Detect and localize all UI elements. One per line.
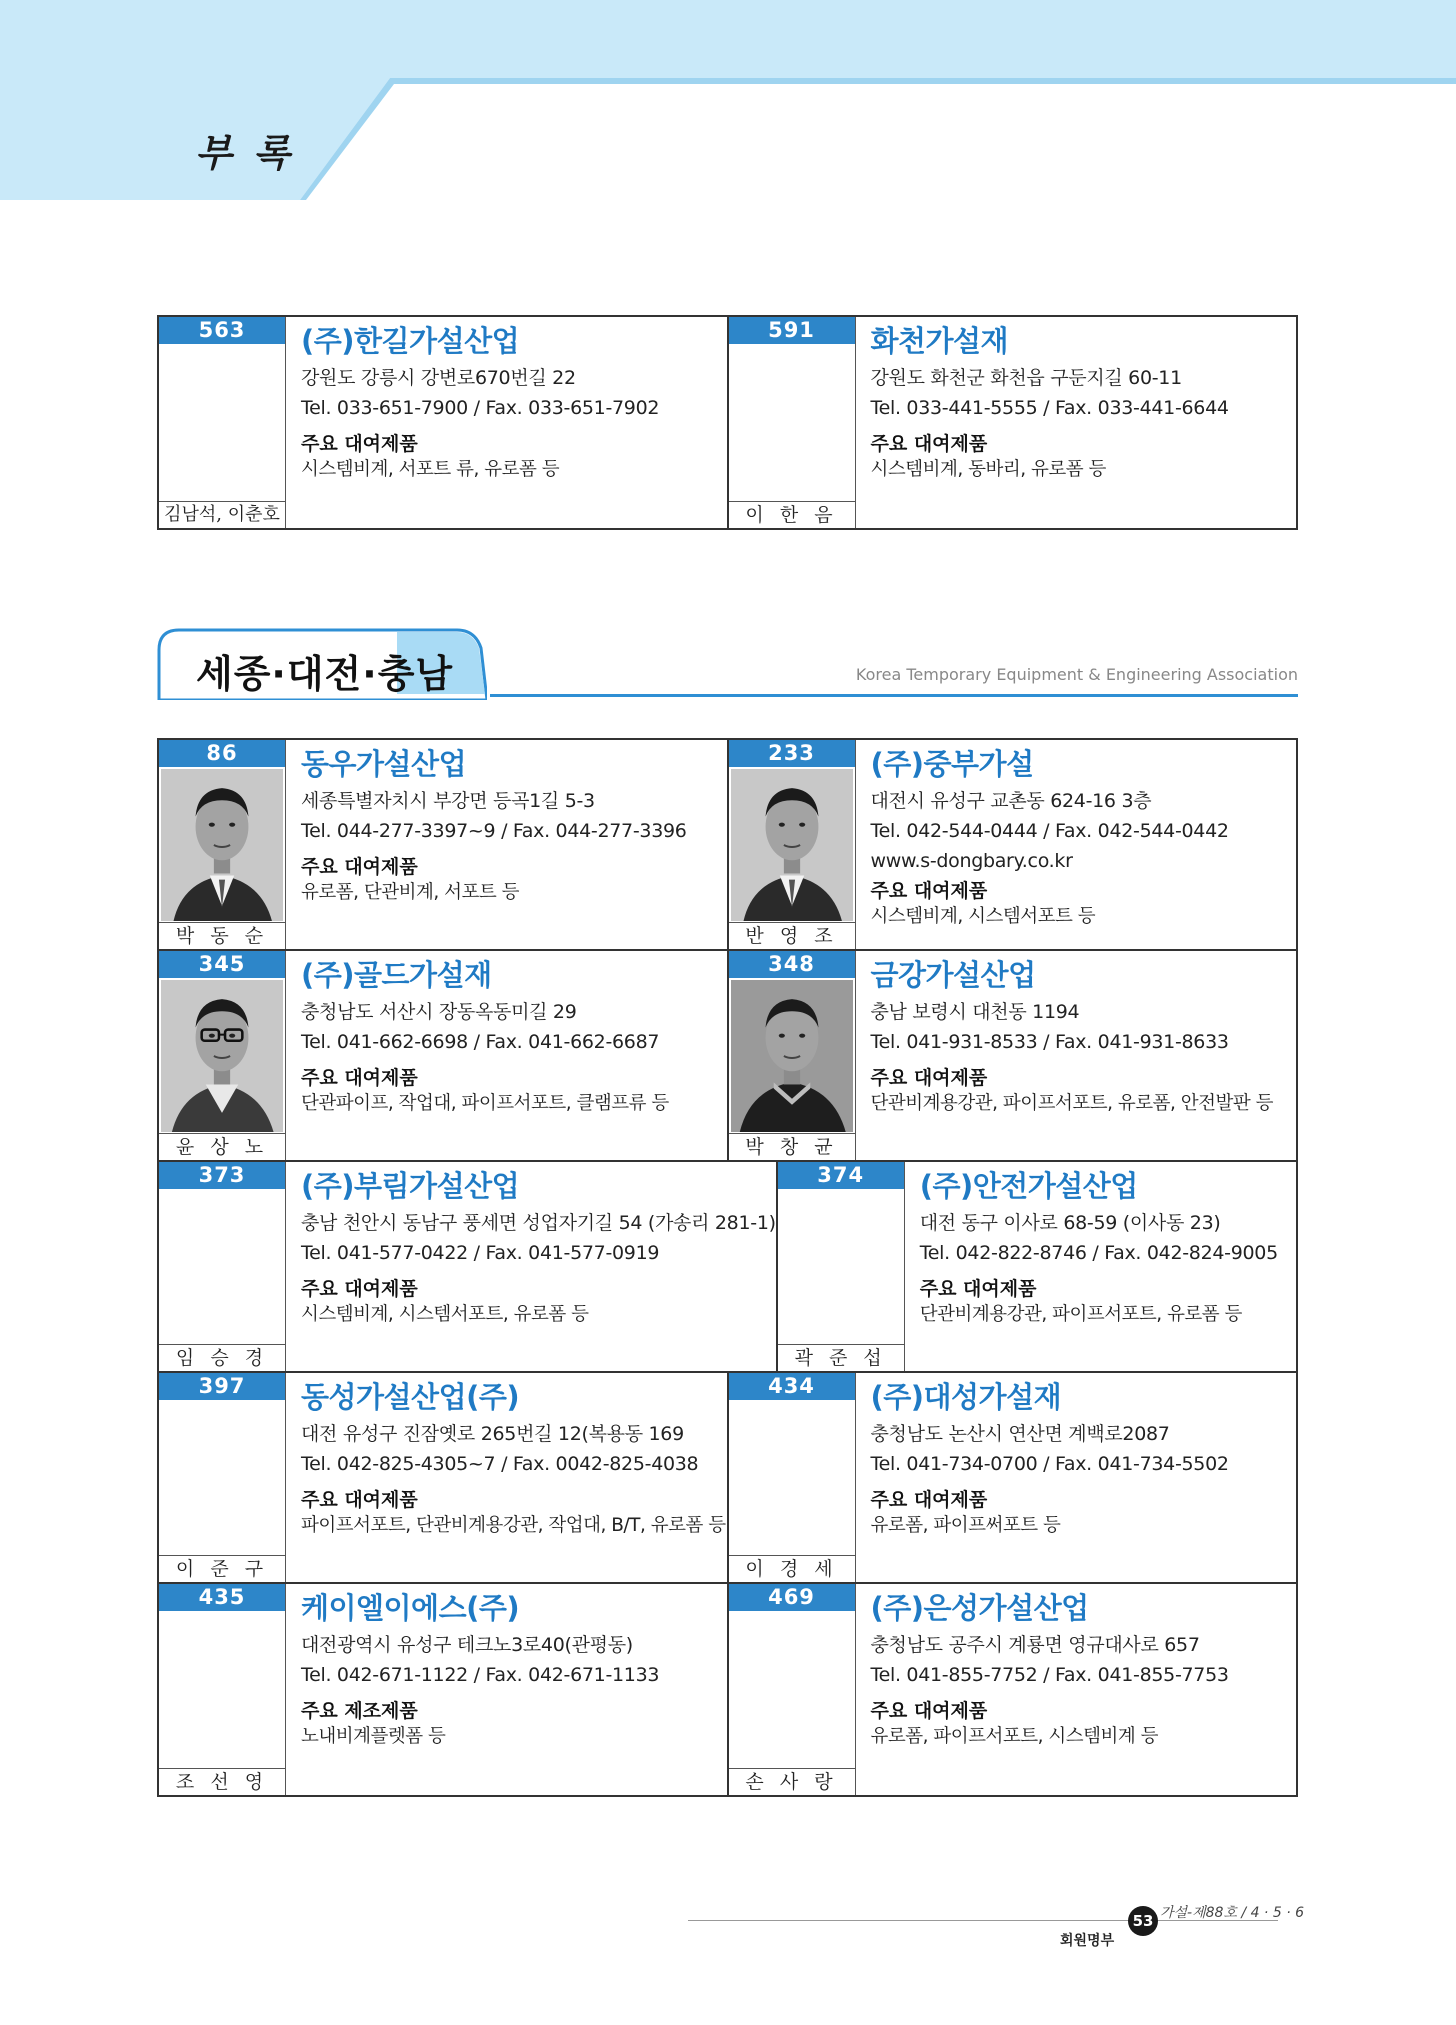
member-id-column xyxy=(159,1584,286,1795)
member-photo xyxy=(731,1613,853,1767)
products-title: 주요 대여제품 xyxy=(301,1067,418,1089)
member-row xyxy=(159,1584,1296,1795)
company-phone-fax: Tel. 042-822-8746 / Fax. 042-824-9005 xyxy=(919,1242,1278,1264)
member-number: 397 xyxy=(159,1373,285,1400)
member-photo xyxy=(161,1191,283,1343)
company-phone-fax: Tel. 044-277-3397~9 / Fax. 044-277-3396 xyxy=(301,820,687,842)
company-address: 충청남도 공주시 계룡면 영규대사로 657 xyxy=(870,1634,1200,1656)
company-name: (주)부림가설산업 xyxy=(301,1169,520,1203)
company-address: 대전 유성구 진잠옛로 265번길 12(복용동 169 xyxy=(301,1423,684,1445)
member-id-column xyxy=(159,317,286,528)
member-info xyxy=(856,1373,1297,1582)
company-name: (주)중부가설 xyxy=(870,747,1034,781)
member-number: 434 xyxy=(729,1373,855,1400)
company-phone-fax: Tel. 042-825-4305~7 / Fax. 0042-825-4038 xyxy=(301,1453,699,1475)
representative-name: 조 선 영 xyxy=(159,1768,285,1795)
member-id-column xyxy=(159,740,286,949)
representative-name: 김남석, 이춘호 xyxy=(159,501,285,528)
products-title: 주요 대여제품 xyxy=(870,1489,988,1511)
company-phone-fax: Tel. 042-671-1122 / Fax. 042-671-1133 xyxy=(301,1664,660,1686)
member-row xyxy=(159,317,1296,528)
company-address: 강원도 화천군 화천읍 구둔지길 60-11 xyxy=(870,367,1182,389)
products-title: 주요 대여제품 xyxy=(919,1278,1037,1300)
top-member-grid xyxy=(157,315,1298,530)
member-photo xyxy=(161,1613,283,1767)
company-phone-fax: Tel. 041-734-0700 / Fax. 041-734-5502 xyxy=(870,1453,1229,1475)
company-address: 충남 보령시 대천동 1194 xyxy=(870,1001,1080,1023)
representative-name: 박 동 순 xyxy=(159,922,285,949)
member-photo xyxy=(161,1402,283,1554)
member-card xyxy=(159,317,727,528)
company-phone-fax: Tel. 041-931-8533 / Fax. 041-931-8633 xyxy=(870,1031,1229,1053)
footer-section-label: 회원명부 xyxy=(1060,1933,1115,1949)
member-number: 563 xyxy=(159,317,285,344)
member-id-column xyxy=(729,317,856,528)
member-photo xyxy=(161,769,283,921)
products-list: 시스템비계, 시스템서포트 등 xyxy=(870,906,1096,927)
suit-man-icon xyxy=(161,769,283,921)
member-id-column xyxy=(729,1373,856,1582)
member-info xyxy=(856,317,1297,528)
products-title: 주요 대여제품 xyxy=(870,433,988,455)
member-id-column xyxy=(159,951,286,1160)
appendix-title: 부 록 xyxy=(195,131,294,175)
member-info xyxy=(286,740,727,949)
glasses-man-icon xyxy=(161,980,283,1132)
page-number: 53 xyxy=(1128,1906,1158,1936)
representative-name: 곽 준 섭 xyxy=(778,1344,904,1371)
member-info xyxy=(856,951,1297,1160)
jacket-man-icon xyxy=(731,980,853,1132)
representative-name: 이 준 구 xyxy=(159,1555,285,1582)
company-name: 동우가설산업 xyxy=(301,747,467,781)
member-number: 591 xyxy=(729,317,855,344)
association-name: Korea Temporary Equipment & Engineering Association xyxy=(855,665,1298,684)
company-address: 대전시 유성구 교촌동 624-16 3층 xyxy=(870,790,1152,812)
member-id-column xyxy=(159,1162,286,1371)
member-number: 233 xyxy=(729,740,855,767)
member-photo xyxy=(731,346,853,500)
member-number: 469 xyxy=(729,1584,855,1611)
company-phone-fax: Tel. 033-651-7900 / Fax. 033-651-7902 xyxy=(301,397,660,419)
products-list: 노내비계플렛폼 등 xyxy=(301,1726,446,1747)
company-phone-fax: Tel. 041-662-6698 / Fax. 041-662-6687 xyxy=(301,1031,660,1053)
company-address: 충청남도 서산시 장동옥동미길 29 xyxy=(301,1001,577,1023)
member-info xyxy=(286,1373,727,1582)
products-list: 유로폼, 파이프서포트, 시스템비계 등 xyxy=(870,1726,1158,1747)
company-name: (주)대성가설재 xyxy=(870,1380,1062,1414)
member-info xyxy=(856,740,1297,949)
company-phone-fax: Tel. 042-544-0444 / Fax. 042-544-0442 xyxy=(870,820,1229,842)
member-info xyxy=(286,951,727,1160)
member-number: 373 xyxy=(159,1162,285,1189)
issue-label: 가설-제88호 / 4 · 5 · 6 xyxy=(1160,1905,1305,1921)
company-name: 화천가설재 xyxy=(870,324,1009,358)
products-title: 주요 제조제품 xyxy=(301,1700,418,1722)
member-card xyxy=(159,740,727,949)
section-title: 세종·대전·충남 xyxy=(196,652,454,696)
company-name: (주)한길가설산업 xyxy=(301,324,520,358)
representative-name: 임 승 경 xyxy=(159,1344,285,1371)
company-name: (주)은성가설산업 xyxy=(870,1591,1089,1625)
member-id-column xyxy=(159,1373,286,1582)
member-number: 435 xyxy=(159,1584,285,1611)
products-title: 주요 대여제품 xyxy=(301,433,418,455)
member-photo xyxy=(161,346,283,500)
company-name: (주)골드가설재 xyxy=(301,958,492,992)
member-card xyxy=(727,317,1297,528)
suit-man-icon xyxy=(731,769,853,921)
company-address: 충남 천안시 동남구 풍세면 성업자기길 54 (가송리 281-1) xyxy=(301,1212,776,1234)
products-title: 주요 대여제품 xyxy=(301,1489,418,1511)
member-photo xyxy=(161,980,283,1132)
products-list: 단관파이프, 작업대, 파이프서포트, 클램프류 등 xyxy=(301,1093,669,1114)
products-list: 시스템비계, 시스템서포트, 유로폼 등 xyxy=(301,1304,589,1325)
representative-name: 윤 상 노 xyxy=(159,1133,285,1160)
member-number: 348 xyxy=(729,951,855,978)
products-list: 단관비계용강관, 파이프서포트, 유로폼 등 xyxy=(919,1304,1242,1325)
member-number: 86 xyxy=(159,740,285,767)
representative-name: 이 경 세 xyxy=(729,1555,855,1582)
member-card xyxy=(159,1162,776,1371)
member-info xyxy=(286,1162,776,1371)
company-address: 충청남도 논산시 연산면 계백로2087 xyxy=(870,1423,1170,1445)
company-address: 세종특별자치시 부강면 등곡1길 5-3 xyxy=(301,790,595,812)
products-title: 주요 대여제품 xyxy=(301,1278,418,1300)
products-list: 유로폼, 파이프써포트 등 xyxy=(870,1515,1061,1536)
representative-name: 손 사 랑 xyxy=(729,1768,855,1795)
products-list: 시스템비계, 동바리, 유로폼 등 xyxy=(870,459,1106,480)
member-card xyxy=(776,1162,1296,1371)
member-photo xyxy=(731,980,853,1132)
company-name: 케이엘이에스(주) xyxy=(301,1591,520,1625)
company-phone-fax: Tel. 033-441-5555 / Fax. 033-441-6644 xyxy=(870,397,1229,419)
member-card xyxy=(727,740,1297,949)
member-row xyxy=(159,951,1296,1162)
member-info xyxy=(286,1584,727,1795)
section-divider xyxy=(490,694,1298,697)
company-name: (주)안전가설산업 xyxy=(919,1169,1138,1203)
company-address: 대전 동구 이사로 68-59 (이사동 23) xyxy=(919,1212,1221,1234)
member-number: 374 xyxy=(778,1162,904,1189)
representative-name: 이 한 음 xyxy=(729,501,855,528)
company-address: 대전광역시 유성구 테크노3로40(관평동) xyxy=(301,1634,633,1656)
member-card xyxy=(727,1373,1297,1582)
member-id-column xyxy=(729,951,856,1160)
member-photo xyxy=(780,1191,902,1343)
company-address: 강원도 강릉시 강변로670번길 22 xyxy=(301,367,576,389)
member-row xyxy=(159,1373,1296,1584)
member-number: 345 xyxy=(159,951,285,978)
member-card xyxy=(159,1373,727,1582)
company-phone-fax: Tel. 041-577-0422 / Fax. 041-577-0919 xyxy=(301,1242,660,1264)
company-phone-fax: Tel. 041-855-7752 / Fax. 041-855-7753 xyxy=(870,1664,1229,1686)
representative-name: 박 창 균 xyxy=(729,1133,855,1160)
products-title: 주요 대여제품 xyxy=(301,856,418,878)
products-list: 파이프서포트, 단관비계용강관, 작업대, B/T, 유로폼 등 xyxy=(301,1515,726,1536)
company-name: 동성가설산업(주) xyxy=(301,1380,520,1414)
member-id-column xyxy=(729,1584,856,1795)
member-info xyxy=(286,317,727,528)
member-info xyxy=(856,1584,1297,1795)
member-info xyxy=(905,1162,1296,1371)
products-title: 주요 대여제품 xyxy=(870,880,988,902)
member-row xyxy=(159,740,1296,951)
member-grid xyxy=(157,738,1298,1797)
products-list: 유로폼, 단관비계, 서포트 등 xyxy=(301,882,519,903)
products-list: 단관비계용강관, 파이프서포트, 유로폼, 안전발판 등 xyxy=(870,1093,1273,1114)
member-card xyxy=(159,1584,727,1795)
member-id-column xyxy=(778,1162,905,1371)
member-photo xyxy=(731,1402,853,1554)
member-card xyxy=(727,1584,1297,1795)
company-name: 금강가설산업 xyxy=(870,958,1036,992)
member-card xyxy=(159,951,727,1160)
company-website: www.s-dongbary.co.kr xyxy=(870,850,1073,872)
member-id-column xyxy=(729,740,856,949)
member-row xyxy=(159,1162,1296,1373)
member-photo xyxy=(731,769,853,921)
representative-name: 반 영 조 xyxy=(729,922,855,949)
products-title: 주요 대여제품 xyxy=(870,1700,988,1722)
products-list: 시스템비계, 서포트 류, 유로폼 등 xyxy=(301,459,560,480)
products-title: 주요 대여제품 xyxy=(870,1067,988,1089)
member-card xyxy=(727,951,1297,1160)
